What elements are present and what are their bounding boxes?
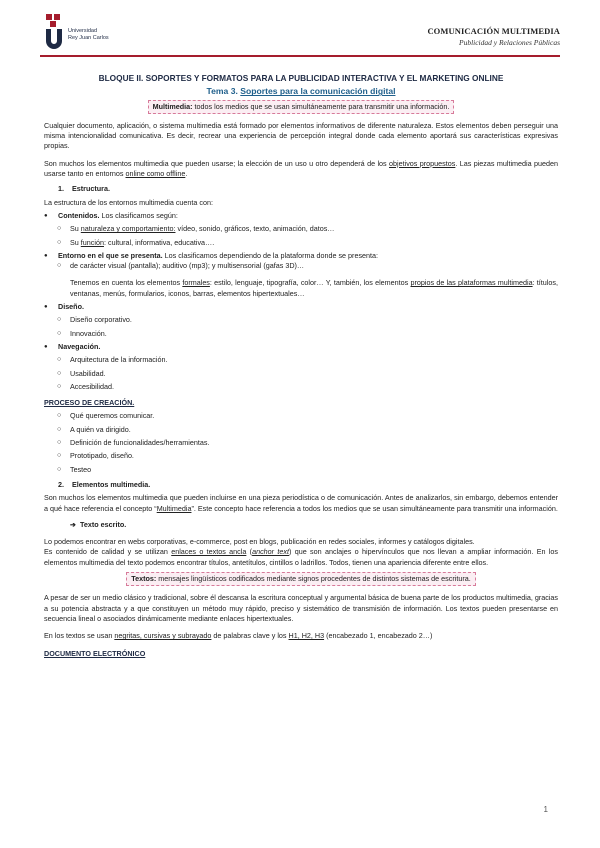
text-span: En los textos se usan <box>44 631 115 641</box>
sub-item <box>44 224 558 234</box>
sub-item: ○ Innovación. <box>44 329 558 339</box>
item-text: Los clasificamos según: <box>99 210 178 220</box>
sub-item: ○ A quién va dirigido. <box>44 425 558 435</box>
text-span: ) que son anclajes o hipervínculos que nos llevan a ampliar información. En los elementos multimedia del texto podemos encontrar títulos, antetítulos, cintillos o ladrillos. Todos, tienen una apariencia diferente entre ellos. <box>44 547 559 567</box>
text-span: (encabezado 1, encabezado 2…) <box>324 631 433 641</box>
block-title: BLOQUE II. SOPORTES Y FORMATOS PARA LA PUBLICIDAD INTERACTIVA Y EL MARKETING ONLINE <box>98 73 504 83</box>
paragraph-multimedia-concept <box>44 493 558 514</box>
sub-item: ○ Accesibilidad. <box>44 382 558 392</box>
underlined-term: naturaleza y comportamiento: <box>80 224 176 234</box>
header-right <box>427 26 560 47</box>
text-span: : cultural, informativa, educativa…. <box>103 237 215 247</box>
underlined-term: enlaces o textos ancla <box>171 547 247 557</box>
text-span: : estilo, lenguaje, tipografía, color… Y, también, los elementos <box>209 278 411 288</box>
paragraph-intro: Cualquier documento, aplicación, o sistema multimedia está formado por elementos informativos de diferente naturaleza. Estos elementos deben perseguir una misma intencionalidad comunicativa. Es decir, recrear una experiencia de percepción integral donde cada elemento aportará sus características expresivas propias. <box>44 120 558 151</box>
highlight-objetivos: objetivos propuestos <box>389 158 456 168</box>
text-span: Son muchos los elementos multimedia que pueden usarse; la elección de un uso u otro dependerá de los <box>44 158 390 168</box>
arrow-icon: ➔ <box>70 519 77 529</box>
underlined-term: función <box>80 237 104 247</box>
text-span: : títulos, ventanas, menús, formularios, iconos, barras, elementos hipertextuales… <box>70 278 558 298</box>
underlined-term: negritas, cursivas y subrayado <box>114 631 212 641</box>
proceso-heading: PROCESO DE CREACIÓN. <box>44 398 135 408</box>
logo-line-1: Universidad <box>68 28 98 34</box>
italic-term: anchor text <box>252 547 289 557</box>
underlined-term: propios de las plataformas multimedia <box>410 278 533 288</box>
texto-escrito-heading <box>44 520 558 530</box>
tema-title: Soportes para la comunicación digital <box>240 86 396 97</box>
section-title: Estructura. <box>72 184 110 194</box>
definition-text: mensajes lingüísticos codificados mediante signos procedentes de distintos sistemas de escritura. <box>156 573 471 583</box>
highlight-online: online como offline <box>125 169 186 179</box>
text-span: ( <box>246 547 253 557</box>
text-span: de palabras clave y los <box>211 631 289 641</box>
sub-item: ○ Diseño corporativo. <box>44 315 558 325</box>
paragraph-formal-elements <box>44 278 558 299</box>
item-label: Navegación. <box>58 341 101 351</box>
sub-item: ○ Testeo <box>44 465 558 475</box>
item-label: Contenidos. <box>58 210 100 220</box>
text-span: ”. Este concepto hace referencia a todos los medios que se usan simultáneamente para transmitir una información. <box>191 503 558 513</box>
definition-text: todos los medios que se usan simultáneamente para transmitir una información. <box>192 101 450 111</box>
text-span: Son muchos los elementos multimedia que pueden incluirse en una pieza periodística o de comunicación. Antes de analizarlos, sin embargo, debemos entender a qué hace referencia el concepto “ <box>44 493 558 513</box>
sub-item: ○ Arquitectura de la información. <box>44 355 558 365</box>
documento-electronico-heading: DOCUMENTO ELECTRÓNICO <box>44 649 146 659</box>
sub-item: ○ Definición de funcionalidades/herramientas. <box>44 438 558 448</box>
item-label: Diseño. <box>58 302 84 312</box>
sub-item: ○ de carácter visual (pantalla); auditivo (mp3); y multisensorial (gafas 3D)… <box>44 261 558 271</box>
sub-item <box>44 238 558 248</box>
structure-intro: La estructura de los entornos multimedia cuenta con: <box>44 197 214 207</box>
text-span: Su <box>70 237 81 247</box>
text-span: vídeo, sonido, gráficos, texto, animación, datos… <box>175 224 335 234</box>
list-item-contenidos <box>44 211 558 221</box>
section-number: 1. <box>58 184 64 194</box>
paragraph-anchor <box>44 547 558 568</box>
tema-number: Tema 3. <box>206 86 238 97</box>
sub-item: ○ Usabilidad. <box>44 369 558 379</box>
sub-item: ○ Qué queremos comunicar. <box>44 411 558 421</box>
text-span: Su <box>70 224 81 234</box>
text-span: Es contenido de calidad y se utilizan <box>44 547 172 557</box>
paragraph-elements <box>44 159 558 180</box>
underlined-term: H1, H2, H3 <box>288 631 325 641</box>
definition-box-multimedia <box>148 100 455 114</box>
university-logo <box>44 12 114 50</box>
tema-heading <box>44 86 558 96</box>
section-1-heading <box>44 184 558 194</box>
text-span: . Las piezas multimedia pueden usarse tanto en entornos <box>44 158 558 179</box>
definition-box-textos <box>126 572 475 586</box>
page-number: 1 <box>543 805 548 814</box>
item-label: Entorno en el que se presenta. <box>58 250 163 260</box>
definition-term: Textos: <box>131 573 157 583</box>
document-body <box>44 72 558 660</box>
item-text: Los clasificamos dependiendo de la plataforma donde se presenta: <box>162 250 379 260</box>
list-item-entorno <box>44 251 558 261</box>
list-item-navegacion <box>44 342 558 352</box>
logo-line-2: Rey Juan Carlos <box>68 34 109 41</box>
sub-item: ○ Prototipado, diseño. <box>44 451 558 461</box>
degree-subtitle: Publicidad y Relaciones Públicas <box>458 38 560 47</box>
heading-text: Texto escrito. <box>80 519 127 529</box>
underlined-term: Multimedia <box>156 503 192 513</box>
section-2-heading <box>44 480 558 490</box>
list-item-diseno <box>44 302 558 312</box>
underlined-term: formales <box>182 278 210 288</box>
definition-term: Multimedia: <box>152 101 193 111</box>
paragraph-classic-medium: A pesar de ser un medio clásico y tradicional, sobre él descansa la escritura conceptual y argumental básica de buena parte de los productos multimedia, gracias a su potencia abstracta y a que constituyen un método muy rápido, preciso y sistemático de transmisión de información. Los textos pueden presentarse en secuencia lineal o asociados dinámicamente mediante enlaces hipertextuales. <box>44 593 558 623</box>
text-span: Tenemos en cuenta los elementos <box>70 278 183 288</box>
paragraph-formatting <box>44 631 558 641</box>
text-span: . <box>185 169 188 179</box>
section-number: 2. <box>58 479 64 489</box>
section-title: Elementos multimedia. <box>72 479 151 489</box>
header-rule <box>40 55 560 57</box>
course-title: COMUNICACIÓN MULTIMEDIA <box>427 26 560 36</box>
paragraph-where: Lo podemos encontrar en webs corporativas, e-commerce, post en blogs, publicación en redes sociales, informes y catálogos digitales. <box>44 537 475 547</box>
